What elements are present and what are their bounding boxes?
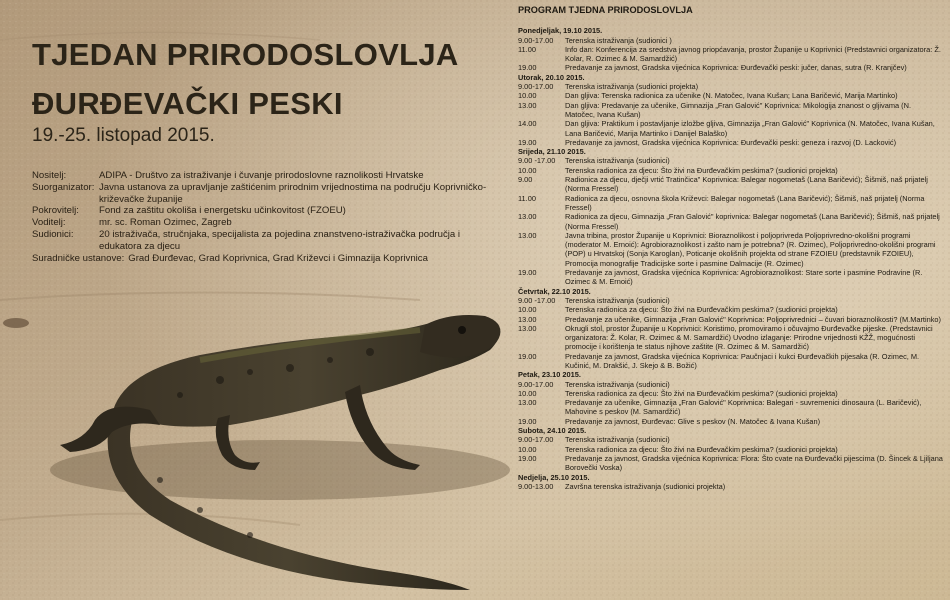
- event-time: 13.00: [518, 212, 537, 222]
- event-description: Predavanje za učenike, Gimnazija „Fran Galović" Koprivnica: Balegari - suvremenici dinosaura (L. Baričević), Mahovine s peskov (M. Samardžić): [565, 398, 922, 417]
- program-event: [518, 380, 943, 389]
- event-description: Dan gljiva: Praktikum i postavljanje izložbe gljiva, Gimnazija „Fran Galović" Koprivnica (N. Matočec, Ivana Kušan, Lana Baričević, Marija Martinko i Danijel Balaško): [565, 119, 935, 138]
- program-event: [518, 101, 943, 120]
- event-time: 9.00-17.00: [518, 35, 554, 45]
- event-description: Dan gljiva: Predavanje za učenike, Gimnazija „Fran Galović" Koprivnica: Mikologija znanost o gljivama (N. Matočec, Ivana Kušan): [565, 100, 912, 119]
- event-description: Terenska radionica za djecu: Što živi na Đurđevačkim peskima? (sudionici projekta): [565, 305, 838, 315]
- event-time: 13.00: [518, 100, 537, 110]
- program-heading: PROGRAM TJEDNA PRIRODOSLOVLJA: [518, 5, 693, 15]
- event-description: Predavanje za javnost, Gradska vijećnica Koprivnica: Đurđevački peski: geneza i razvoj (D. Lacković): [565, 137, 897, 147]
- event-time: 19.00: [518, 453, 537, 463]
- event-description: Terenska istraživanja (sudionici ): [565, 35, 672, 45]
- event-description: Okrugli stol, prostor Županije u Koprivnici: Koristimo, promoviramo i očuvajmo Đurđevačke pijeske. (Predstavnici organizatora: Ž. Kolar, R. Ozimec & M. Samardžić) Uvodno izlaganje: Prirodne vrijednosti KŽŽ, mogućnosti promocije i korištenja te status njihove zaštite (R. Ozimec & M. Samardžić): [565, 323, 933, 352]
- program-event: [518, 315, 943, 324]
- program-day: [518, 147, 943, 286]
- program-event: [518, 389, 943, 398]
- program-day: [518, 26, 943, 72]
- info-value: Javna ustanova za upravljanje zaštićenim prirodnim vrijednostima na području Koprivničko-križevačke županije: [99, 181, 487, 205]
- event-time: 19.00: [518, 63, 537, 73]
- event-time: 10.00: [518, 91, 537, 101]
- day-title: Subota, 24.10 2015.: [518, 426, 587, 436]
- event-time: 9.00-17.00: [518, 435, 554, 445]
- info-label: Sudionici:: [32, 228, 74, 240]
- event-description: Dan gljiva: Terenska radionica za učenike (N. Matočec, Ivana Kušan; Lana Baričević, Marija Martinko): [565, 91, 898, 101]
- program-event: [518, 296, 943, 305]
- event-description: Predavanje za javnost, Gradska vijećnica Koprivnica: Agrobioraznolikost: Stare sorte i pasmine Podravine (R. Ozimec & M. Ernoić): [565, 268, 923, 287]
- info-value: ADIPA - Društvo za istraživanje i čuvanje prirodoslovne raznolikosti Hrvatske: [99, 170, 424, 181]
- event-description: Terenska istraživanja (sudionici): [565, 379, 670, 389]
- title-line-2: ĐURĐEVAČKI PESKI: [32, 86, 343, 121]
- program-event: [518, 417, 943, 426]
- event-description: Predavanje za javnost, Gradska vijećnica Koprivnica: Đurđevački peski: jučer, danas, sutra (R. Kranjčev): [565, 63, 907, 73]
- program-event: [518, 268, 943, 287]
- info-value: 20 istraživača, stručnjaka, specijalista za pojedina znanstveno-istraživačka područja i edukatora za djecu: [99, 228, 461, 252]
- program-event: [518, 36, 943, 45]
- day-title: Nedjelja, 25.10 2015.: [518, 472, 590, 482]
- collaborators-label: Suradničke ustanove:: [32, 252, 125, 264]
- info-label: Suorganizator:: [32, 181, 95, 193]
- event-description: Radionica za djecu, Gimnazija „Fran Galović" koprivnica: Balegar nogometaš (Lana Baričević); Šišmiš, naš prijatelj (Norma Fressel): [565, 212, 940, 231]
- program-days: [518, 26, 943, 491]
- program-event: [518, 352, 943, 371]
- program-event: [518, 194, 943, 213]
- info-row: [32, 217, 497, 229]
- event-time: 10.00: [518, 388, 537, 398]
- event-time: 10.00: [518, 165, 537, 175]
- collaborators: [32, 253, 497, 265]
- event-description: Predavanje za javnost, Gradska vijećnica Koprivnica: Flora: Što cvate na Đurđevački pijescima (D. Šincek & Ljiljana Borovečki Voska): [565, 453, 943, 473]
- program-event: [518, 138, 943, 147]
- program-event: [518, 305, 943, 314]
- event-description: Radionica za djecu, dječji vrtić Tratinčica" Koprivnica: Balegar nogometaš (Lana Baričević); Šišmiš, naš prijatelj (Norma Fressel): [565, 175, 928, 194]
- program-day: [518, 287, 943, 371]
- day-title: Petak, 23.10 2015.: [518, 370, 581, 380]
- event-description: Radionica za djecu, osnovna škola Križevci: Balegar nogometaš (Lana Baričević); Šišmiš, naš prijatelj (Norma Fressel): [565, 193, 925, 212]
- day-title: Utorak, 20.10 2015.: [518, 72, 585, 82]
- info-row: [32, 229, 497, 253]
- program-event: [518, 45, 943, 64]
- program-event: [518, 156, 943, 165]
- event-time: 9.00 -17.00: [518, 156, 556, 166]
- event-description: Predavanje za učenike, Gimnazija „Fran Galović" Koprivnica: Poljoprivrednici – čuvari bioraznolikosti? (M.Martinko): [565, 314, 942, 324]
- event-description: Terenska istraživanja (sudionici): [565, 156, 670, 166]
- program-event: [518, 445, 943, 454]
- event-time: 19.00: [518, 416, 537, 426]
- program-event: [518, 398, 943, 417]
- program-event: [518, 91, 943, 100]
- event-time: 9.00-17.00: [518, 379, 554, 389]
- event-time: 9.00-17.00: [518, 82, 554, 92]
- event-time: 19.00: [518, 351, 537, 361]
- program-day: [518, 426, 943, 472]
- program-event: [518, 454, 943, 473]
- event-time: 9.00-13.00: [518, 481, 554, 491]
- title-line-1: TJEDAN PRIRODOSLOVLJA: [32, 37, 459, 72]
- event-description: Terenska istraživanja (sudionici): [565, 435, 670, 445]
- event-time: 13.00: [518, 230, 537, 240]
- program-day: [518, 473, 943, 492]
- program-event: [518, 119, 943, 138]
- info-row: [32, 170, 497, 182]
- event-dates: 19.-25. listopad 2015.: [32, 125, 215, 146]
- program-event: [518, 175, 943, 194]
- info-row: [32, 205, 497, 217]
- program-event: [518, 231, 943, 268]
- program-event: [518, 324, 943, 352]
- day-title: Četvrtak, 22.10 2015.: [518, 286, 591, 296]
- program-event: [518, 166, 943, 175]
- event-time: 9.00 -17.00: [518, 295, 556, 305]
- info-label: Pokrovitelj:: [32, 205, 79, 217]
- event-description: Terenska istraživanja (sudionici projekta): [565, 82, 699, 92]
- event-description: Predavanje za javnost, Đurđevac: Glive s peskov (N. Matočec & Ivana Kušan): [565, 416, 821, 426]
- event-description: Javna tribina, prostor Županije u Koprivnici: Bioraznolikost i poljoprivreda Poljoprivredno-okolišni programi (moderator M. Ernoić): Agrobioraznolikost i zašto nam je potrebna? (R. Ozimec), Poljoprivredno-okolišni programi (POP) u Hrvatskoj (Sonja Karoglan), Poticanje okolišnih projekta od strane FZOIEU (predstavnik FZOIEU), Promocija monografije Tradicijske sorte i pasmine Dalmacije (R. Ozimec): [565, 230, 936, 268]
- info-label: Voditelj:: [32, 217, 66, 229]
- info-row: [32, 182, 497, 206]
- program-event: [518, 63, 943, 72]
- program-day: [518, 73, 943, 147]
- info-value: Fond za zaštitu okoliša i energetsku učinkovitost (FZOEU): [99, 205, 346, 217]
- program-event: [518, 435, 943, 444]
- program-event: [518, 482, 943, 491]
- organizer-info: [32, 170, 497, 264]
- event-time: 19.00: [518, 268, 537, 278]
- event-description: Terenska radionica za djecu: Što živi na Đurđevačkim peskima? (sudionici projekta): [565, 165, 838, 175]
- collaborators-value: Grad Đurđevac, Grad Koprivnica, Grad Križevci i Gimnazija Koprivnica: [128, 252, 428, 264]
- event-time: 11.00: [518, 44, 536, 54]
- event-time: 13.00: [518, 323, 537, 333]
- event-description: Terenska radionica za djecu: Što živi na Đurđevačkim peskima? (sudionici projekta): [565, 388, 838, 398]
- program-day: [518, 370, 943, 426]
- event-description: Terenska radionica za djecu: Što živi na Đurđevačkim peskima? (sudionici projekta): [565, 444, 838, 454]
- event-description: Završna terenska istraživanja (sudionici projekta): [565, 481, 726, 491]
- program-schedule: [518, 6, 943, 491]
- event-description: Terenska istraživanja (sudionici): [565, 295, 670, 305]
- info-label: Nositelj:: [32, 170, 67, 181]
- info-value: mr. sc. Roman Ozimec, Zagreb: [99, 217, 232, 229]
- event-description: Predavanje za javnost, Gradska vijećnica Koprivnica: Paučnjaci i kukci Đurđevačkih pijesaka (R. Ozimec, M. Kučinić, M. Drakšić, J. Skejo & B. Božić): [565, 351, 920, 370]
- event-time: 10.00: [518, 305, 537, 315]
- program-event: [518, 212, 943, 231]
- event-time: 14.00: [518, 119, 537, 129]
- program-event: [518, 82, 943, 91]
- event-time: 13.00: [518, 314, 537, 324]
- event-time: 10.00: [518, 444, 537, 454]
- event-time: 13.00: [518, 398, 537, 408]
- event-time: 9.00: [518, 175, 533, 185]
- event-time: 11.00: [518, 193, 536, 203]
- event-description: Info dan: Konferencija za sredstva javnog priopćavanja, prostor Županije u Koprivnici (Predstavnici organizatora: Ž. Kolar, R. Ozimec & M. Samardžić): [565, 44, 941, 64]
- day-title: Ponedjeljak, 19.10 2015.: [518, 26, 603, 36]
- event-time: 19.00: [518, 137, 537, 147]
- day-title: Srijeda, 21.10 2015.: [518, 147, 586, 157]
